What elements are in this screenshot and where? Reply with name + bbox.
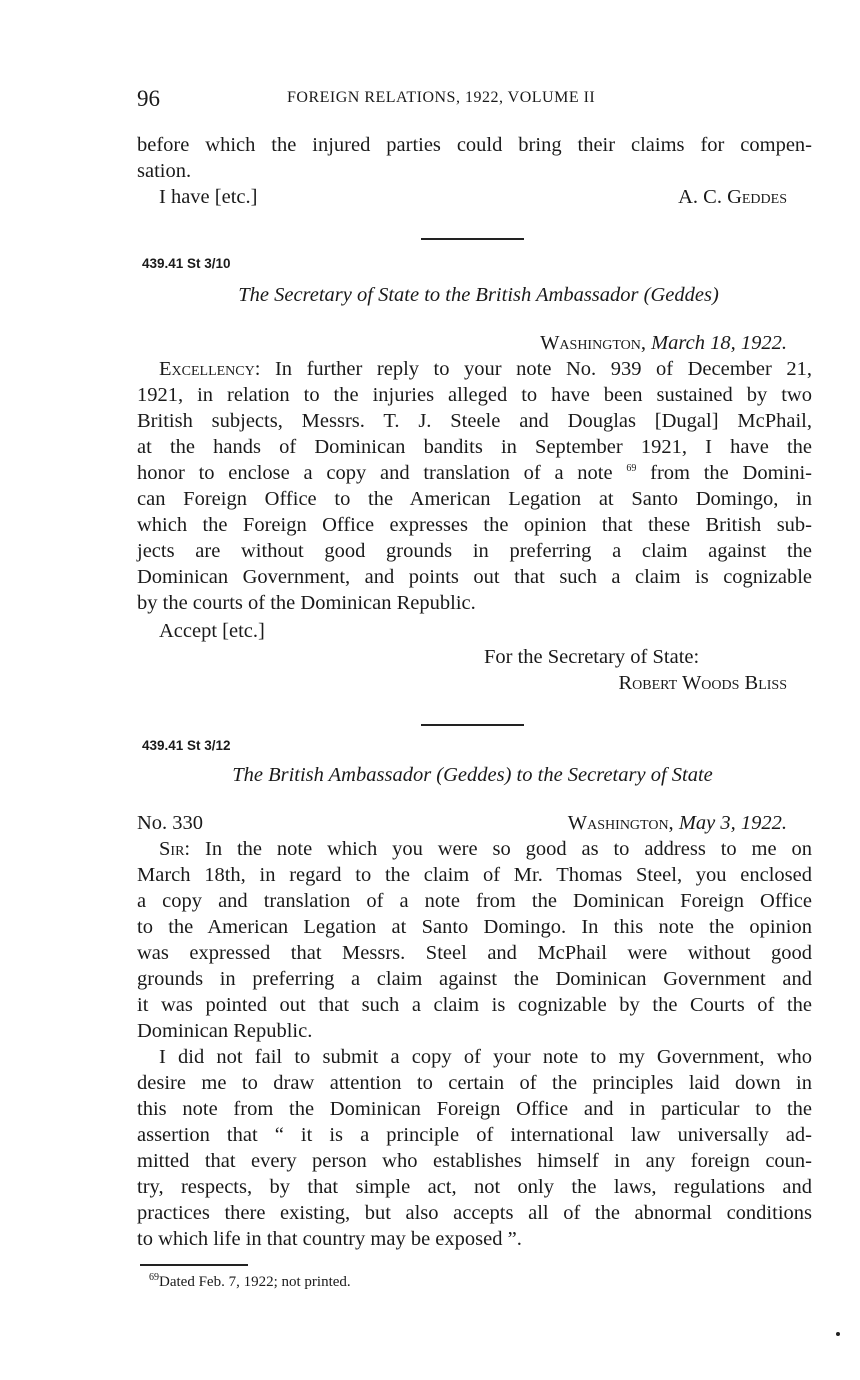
page-header [137, 86, 812, 114]
footnote [149, 1274, 351, 1291]
for-secretary: For the Secretary of State: [484, 646, 700, 668]
doc2-para2-line-6: try, respects, by that simple act, not only the laws, regulations and [137, 1176, 812, 1198]
footnote-text: Dated Feb. 7, 1922; not printed. [159, 1274, 351, 1290]
scan-speck [836, 1332, 840, 1336]
doc1-signature: Robert Woods Bliss [618, 672, 787, 694]
doc2-para2-line-7: practices there existing, but also accepts all of the abnormal conditions [137, 1202, 812, 1224]
doc1-line-9: Dominican Government, and points out that such a claim is cognizable [137, 566, 812, 588]
doc2-para1-text: In the note which you were so good as to address to me on [190, 838, 812, 860]
footnote-reference: 69 [626, 463, 637, 475]
doc1-line-4: at the hands of Dominican bandits in September 1921, I have the [137, 436, 812, 458]
dateline-date: March 18, 1922. [651, 332, 787, 354]
doc2-para2-line-8: to which life in that country may be exposed ”. [137, 1228, 522, 1250]
footnote-rule [140, 1264, 248, 1266]
page-number: 96 [137, 86, 160, 111]
doc1-line-5-text: honor to enclose a copy and translation of a note [137, 462, 613, 484]
doc2-para1-line-1 [137, 836, 812, 862]
doc1-line-6: can Foreign Office to the American Legation at Santo Domingo, in [137, 488, 812, 510]
doc2-para2-line-4: assertion that “ it is a principle of international law universally ad- [137, 1124, 812, 1146]
doc1-line-7: which the Foreign Office expresses the opinion that these British sub- [137, 514, 812, 536]
file-number: 439.41 St 3/12 [142, 738, 231, 753]
doc1-line-1 [137, 356, 812, 382]
doc1-line-5-after: from the Domini- [636, 462, 813, 484]
note-number: No. 330 [137, 812, 204, 834]
intro-line-2: sation. [137, 160, 192, 182]
file-number: 439.41 St 3/10 [142, 256, 231, 271]
footnote-number: 69 [149, 1272, 159, 1283]
dateline [137, 810, 787, 836]
doc1-line-10: by the courts of the Dominican Republic. [137, 592, 476, 614]
doc2-para1-line-7: it was pointed out that such a claim is cognizable by the Courts of the [137, 994, 812, 1016]
doc2-para2-line-5: mitted that every person who establishes himself in any foreign coun- [137, 1150, 812, 1172]
document-heading: The British Ambassador (Geddes) to the Secretary of State [232, 764, 713, 786]
section-divider [421, 724, 524, 726]
doc2-para1-line-3: a copy and translation of a note from the Dominican Foreign Office [137, 890, 812, 912]
doc2-para2-line-1: I did not fail to submit a copy of your note to my Government, who [159, 1046, 812, 1068]
salutation: Excellency: [159, 358, 261, 380]
doc2-para1-line-6: grounds in preferring a claim against the Dominican Government and [137, 968, 812, 990]
doc2-para2-line-2: desire me to draw attention to certain of the principles laid down in [137, 1072, 812, 1094]
intro-line-1: before which the injured parties could bring their claims for compen- [137, 134, 812, 156]
doc1-line-5 [137, 460, 812, 486]
dateline [137, 330, 787, 356]
doc2-para2-line-3: this note from the Dominican Foreign Office and in particular to the [137, 1098, 812, 1120]
document-heading: The Secretary of State to the British Ambassador (Geddes) [238, 284, 719, 306]
dateline-place: Washington, [540, 332, 646, 354]
intro-signature: A. C. Geddes [678, 186, 787, 208]
doc2-para1-line-4: to the American Legation at Santo Domingo. In this note the opinion [137, 916, 812, 938]
doc1-line-3: British subjects, Messrs. T. J. Steele and Douglas [Dugal] McPhail, [137, 410, 812, 432]
salutation: Sir: [159, 838, 191, 860]
doc1-line-8: jects are without good grounds in preferring a claim against the [137, 540, 812, 562]
dateline-place: Washington, [567, 812, 674, 834]
doc1-text: In further reply to your note No. 939 of December 21, [260, 358, 812, 380]
doc1-closing: Accept [etc.] [159, 620, 265, 642]
doc2-para1-line-5: was expressed that Messrs. Steel and McPhail were without good [137, 942, 812, 964]
doc1-line-2: 1921, in relation to the injuries alleged to have been sustained by two [137, 384, 812, 406]
intro-closing: I have [etc.] [159, 186, 258, 208]
dateline-date: May 3, 1922. [678, 812, 787, 834]
doc2-para1-line-2: March 18th, in regard to the claim of Mr. Thomas Steel, you enclosed [137, 864, 812, 886]
section-divider [421, 238, 524, 240]
doc2-para1-line-8: Dominican Republic. [137, 1020, 313, 1042]
running-head: FOREIGN RELATIONS, 1922, VOLUME II [287, 89, 596, 106]
